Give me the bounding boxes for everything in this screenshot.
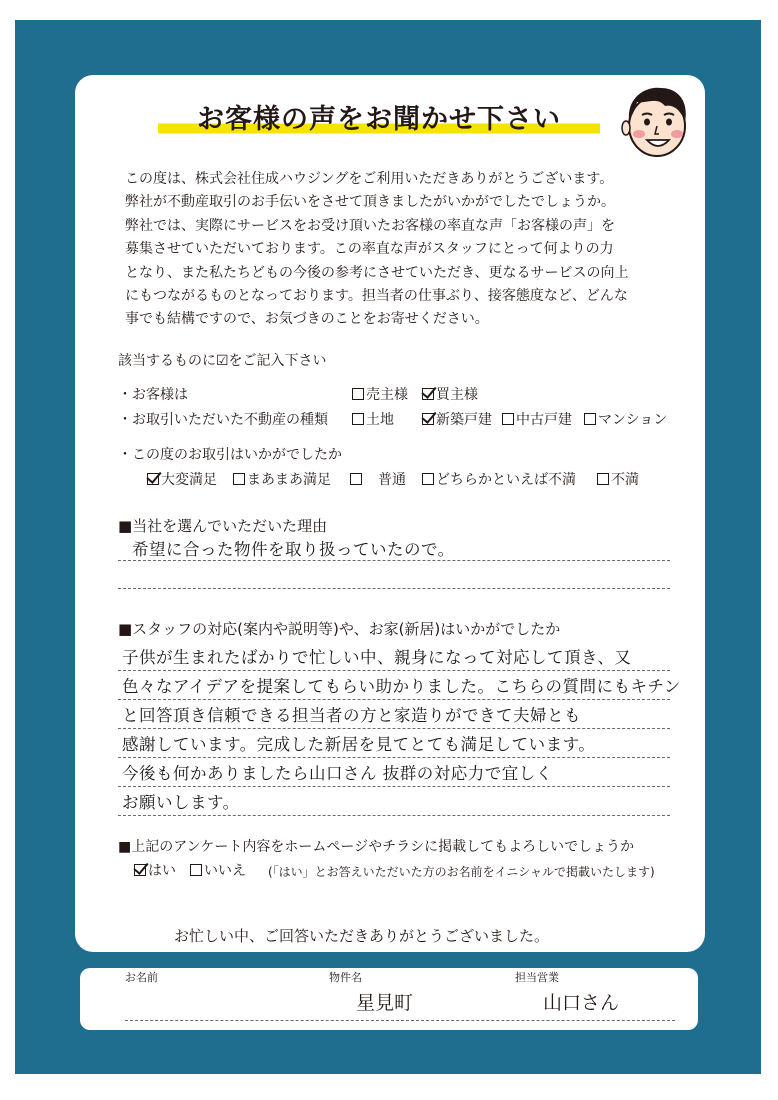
checkbox[interactable] (352, 413, 364, 425)
staff-name-value[interactable]: 山口さん (543, 992, 620, 1014)
staff-answer-line[interactable]: 色々なアイデアを提案してもらい助かりました。こちらの質問にもキチン (122, 677, 681, 696)
name-label: お名前 (125, 971, 158, 984)
publish-note: (「はい」とお答えいただいた方のお名前をイニシャルで掲載いたします) (268, 865, 655, 879)
checkbox[interactable] (422, 473, 434, 485)
staff-answer-line[interactable]: と回答頂き信頼できる担当者の方と家造りができて夫婦とも (122, 706, 581, 725)
checkbox[interactable] (350, 473, 362, 485)
option-somewhat-dissatisfied[interactable]: どちらかといえば不満 (422, 470, 576, 490)
page-title: お客様の声をお聞かせ下さい (158, 102, 600, 138)
checkbox-checked[interactable] (134, 864, 146, 876)
staff-answer-line[interactable]: 子供が生まれたばかりで忙しい中、親身になって対応して頂き、又 (122, 648, 632, 667)
checkbox-checked[interactable] (422, 388, 434, 400)
answer-line (118, 757, 670, 758)
option-used-house[interactable]: 中古戸建 (502, 410, 572, 430)
staff-answer-line[interactable]: 今後も何かありましたら山口さん 抜群の対応力で宜しく (122, 764, 553, 783)
option-buyer[interactable]: 買主様 (422, 385, 478, 405)
publish-heading: ■上記のアンケート内容をホームページやチラシに掲載してもよろしいでしょうか (118, 839, 635, 855)
option-publish-yes[interactable]: はい (134, 861, 176, 881)
checkbox[interactable] (190, 864, 202, 876)
checkbox-instruction: 該当するものに☑をご記入下さい (118, 353, 327, 369)
staff-answer-line[interactable]: お願いします。 (122, 793, 240, 812)
option-mansion[interactable]: マンション (584, 410, 667, 430)
option-land[interactable]: 土地 (352, 410, 394, 430)
intro-line: にもつながるものとなっております。担当者の仕事ぶり、接客態度など、どんな (125, 288, 628, 305)
option-dissatisfied[interactable]: 不満 (597, 470, 639, 490)
property-name-value[interactable]: 星見町 (356, 992, 414, 1014)
checkbox-checked[interactable] (147, 473, 159, 485)
checkbox[interactable] (352, 388, 364, 400)
answer-line (118, 786, 670, 787)
reason-heading: ■当社を選んでいただいた理由 (118, 517, 328, 535)
answer-line (118, 670, 670, 671)
footer-line (125, 1020, 675, 1021)
satisfaction-label: ・この度のお取引はいかがでしたか (118, 447, 342, 463)
intro-line: 弊社が不動産取引のお手伝いをさせて頂きましたがいかがでしたでしょうか。 (125, 194, 615, 211)
intro-line: この度は、株式会社住成ハウジングをご利用いただきありがとうございます。 (125, 171, 614, 187)
option-somewhat-satisfied[interactable]: まあまあ満足 (233, 470, 331, 490)
answer-line (118, 815, 670, 816)
checkbox[interactable] (597, 473, 609, 485)
option-neutral[interactable]: 普通 (350, 470, 406, 490)
property-label: 物件名 (329, 971, 362, 984)
answer-line (118, 699, 670, 700)
intro-text (125, 168, 685, 332)
intro-line: 募集させていただいております。この率直な声がスタッフにとって何よりの力 (125, 241, 614, 258)
answer-line (118, 560, 670, 561)
option-seller[interactable]: 売主様 (352, 385, 408, 405)
checkbox[interactable] (502, 413, 514, 425)
option-new-house[interactable]: 新築戸建 (422, 410, 492, 430)
staff-answer-line[interactable]: 感謝しています。完成した新居を見てとても満足しています。 (122, 735, 596, 754)
intro-line: となり、また私たちどもの今後の参考にさせていただき、更なるサービスの向上 (125, 264, 629, 281)
checkbox[interactable] (233, 473, 245, 485)
property-type-label: ・お取引いただいた不動産の種類 (118, 412, 328, 428)
answer-line (118, 588, 670, 589)
staff-face-icon (617, 82, 697, 160)
intro-line: 弊社では、実際にサービスをお受け頂いたお客様の率直な声「お客様の声」を (125, 217, 615, 234)
option-very-satisfied[interactable]: 大変満足 (147, 470, 217, 490)
checkbox[interactable] (584, 413, 596, 425)
answer-line (118, 728, 670, 729)
customer-type-label: ・お客様は (118, 387, 188, 403)
intro-line: 事でも結構ですので、お気づきのことをお寄せください。 (125, 311, 489, 328)
thanks-message: お忙しい中、ご回答いただきありがとうございました。 (174, 927, 550, 945)
staff-label: 担当営業 (515, 971, 559, 984)
reason-answer[interactable]: 希望に合った物件を取り扱っていたので。 (132, 540, 455, 559)
checkbox-checked[interactable] (422, 413, 434, 425)
option-publish-no[interactable]: いいえ (190, 861, 246, 881)
staff-heading: ■スタッフの対応(案内や説明等)や、お家(新居)はいかがでしたか (118, 620, 561, 638)
